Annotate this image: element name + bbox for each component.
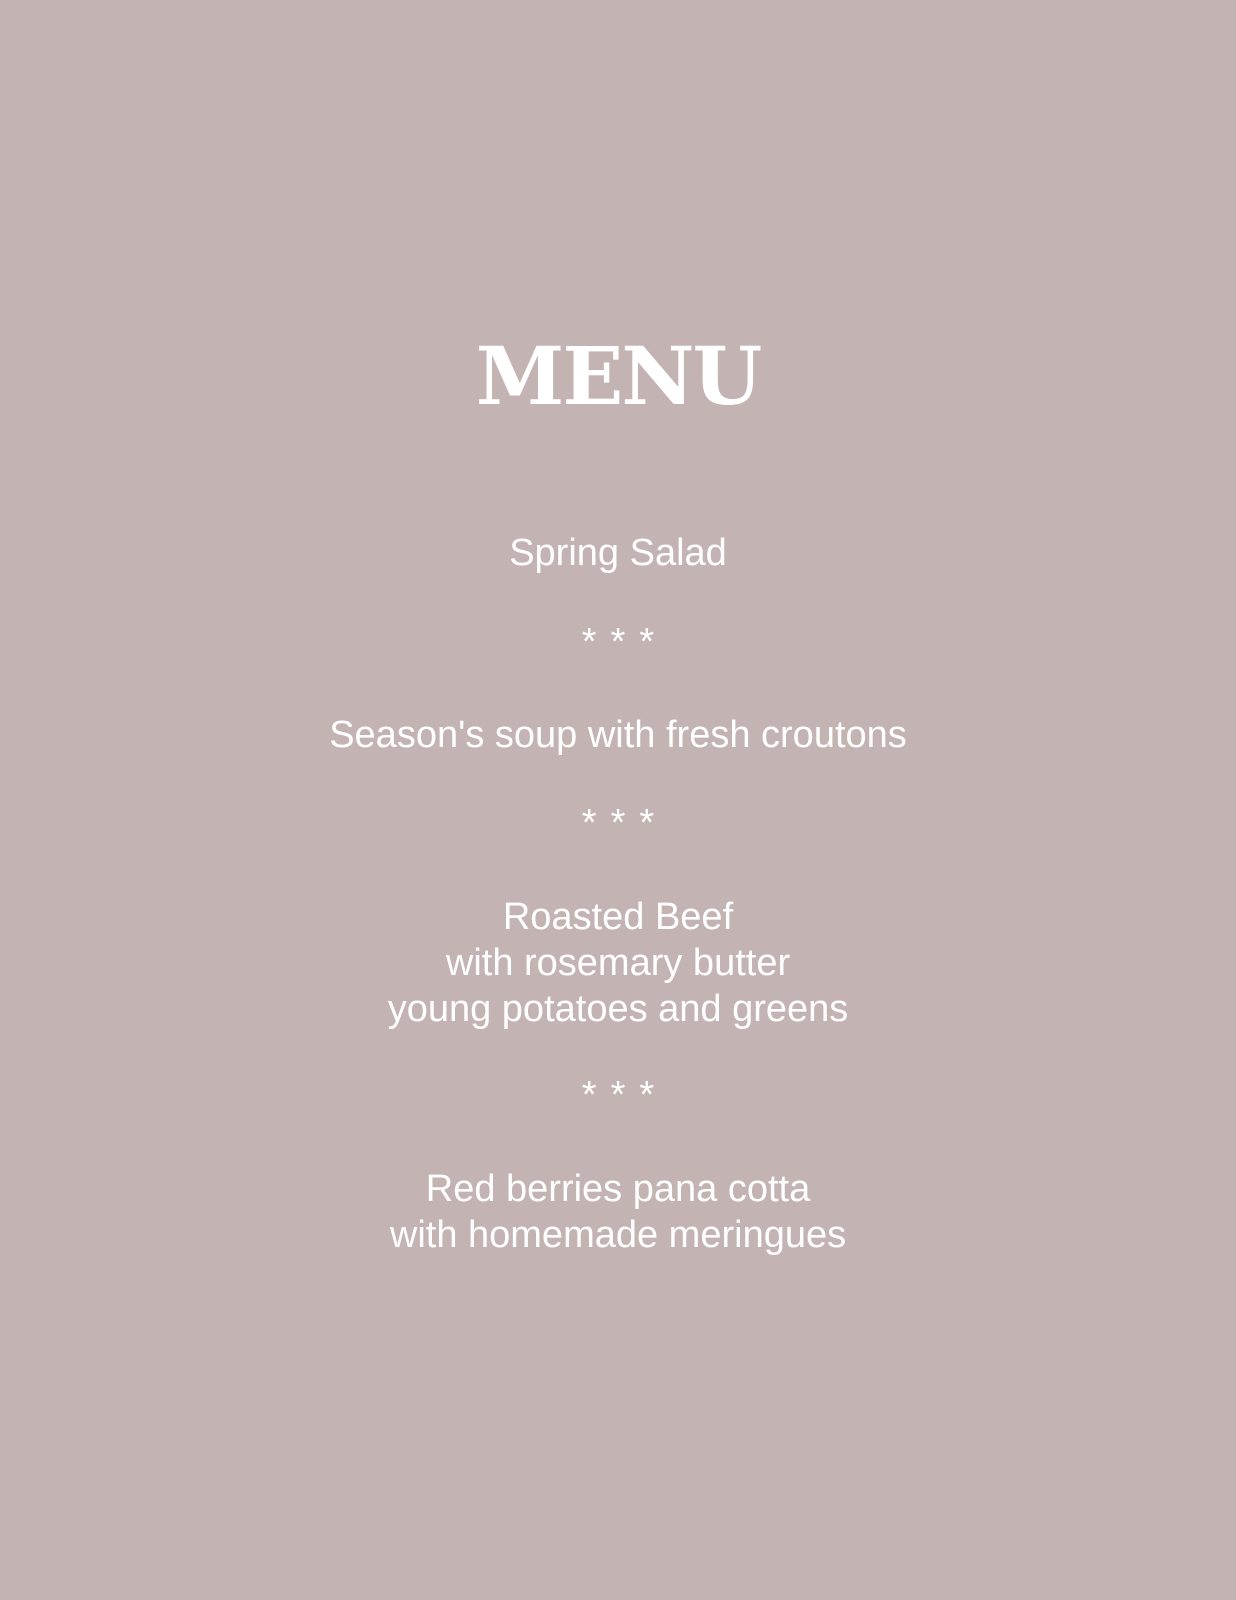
course-soup (0, 712, 1236, 758)
separator-star: * (639, 802, 655, 844)
separator-star: * (610, 1074, 626, 1116)
course-separator (0, 1075, 1236, 1115)
course-line: young potatoes and greens (387, 988, 849, 1030)
course-line: Red berries pana cotta (425, 1168, 811, 1210)
course-roasted-beef (0, 894, 1236, 1032)
menu-title: MENU (475, 329, 761, 423)
course-line: Roasted Beef (502, 896, 734, 938)
course-dessert (0, 1166, 1236, 1258)
course-separator (0, 622, 1236, 662)
course-separator (0, 803, 1236, 843)
separator-star: * (639, 1074, 655, 1116)
course-line: Season's soup with fresh croutons (329, 714, 907, 756)
separator-star: * (639, 621, 655, 663)
course-line: with homemade meringues (389, 1214, 847, 1256)
separator-star: * (581, 802, 597, 844)
separator-star: * (610, 802, 626, 844)
course-line: with rosemary butter (445, 942, 791, 984)
separator-star: * (581, 621, 597, 663)
separator-star: * (610, 621, 626, 663)
separator-star: * (581, 1074, 597, 1116)
course-spring-salad (0, 530, 1236, 576)
course-line: Spring Salad (509, 532, 727, 574)
